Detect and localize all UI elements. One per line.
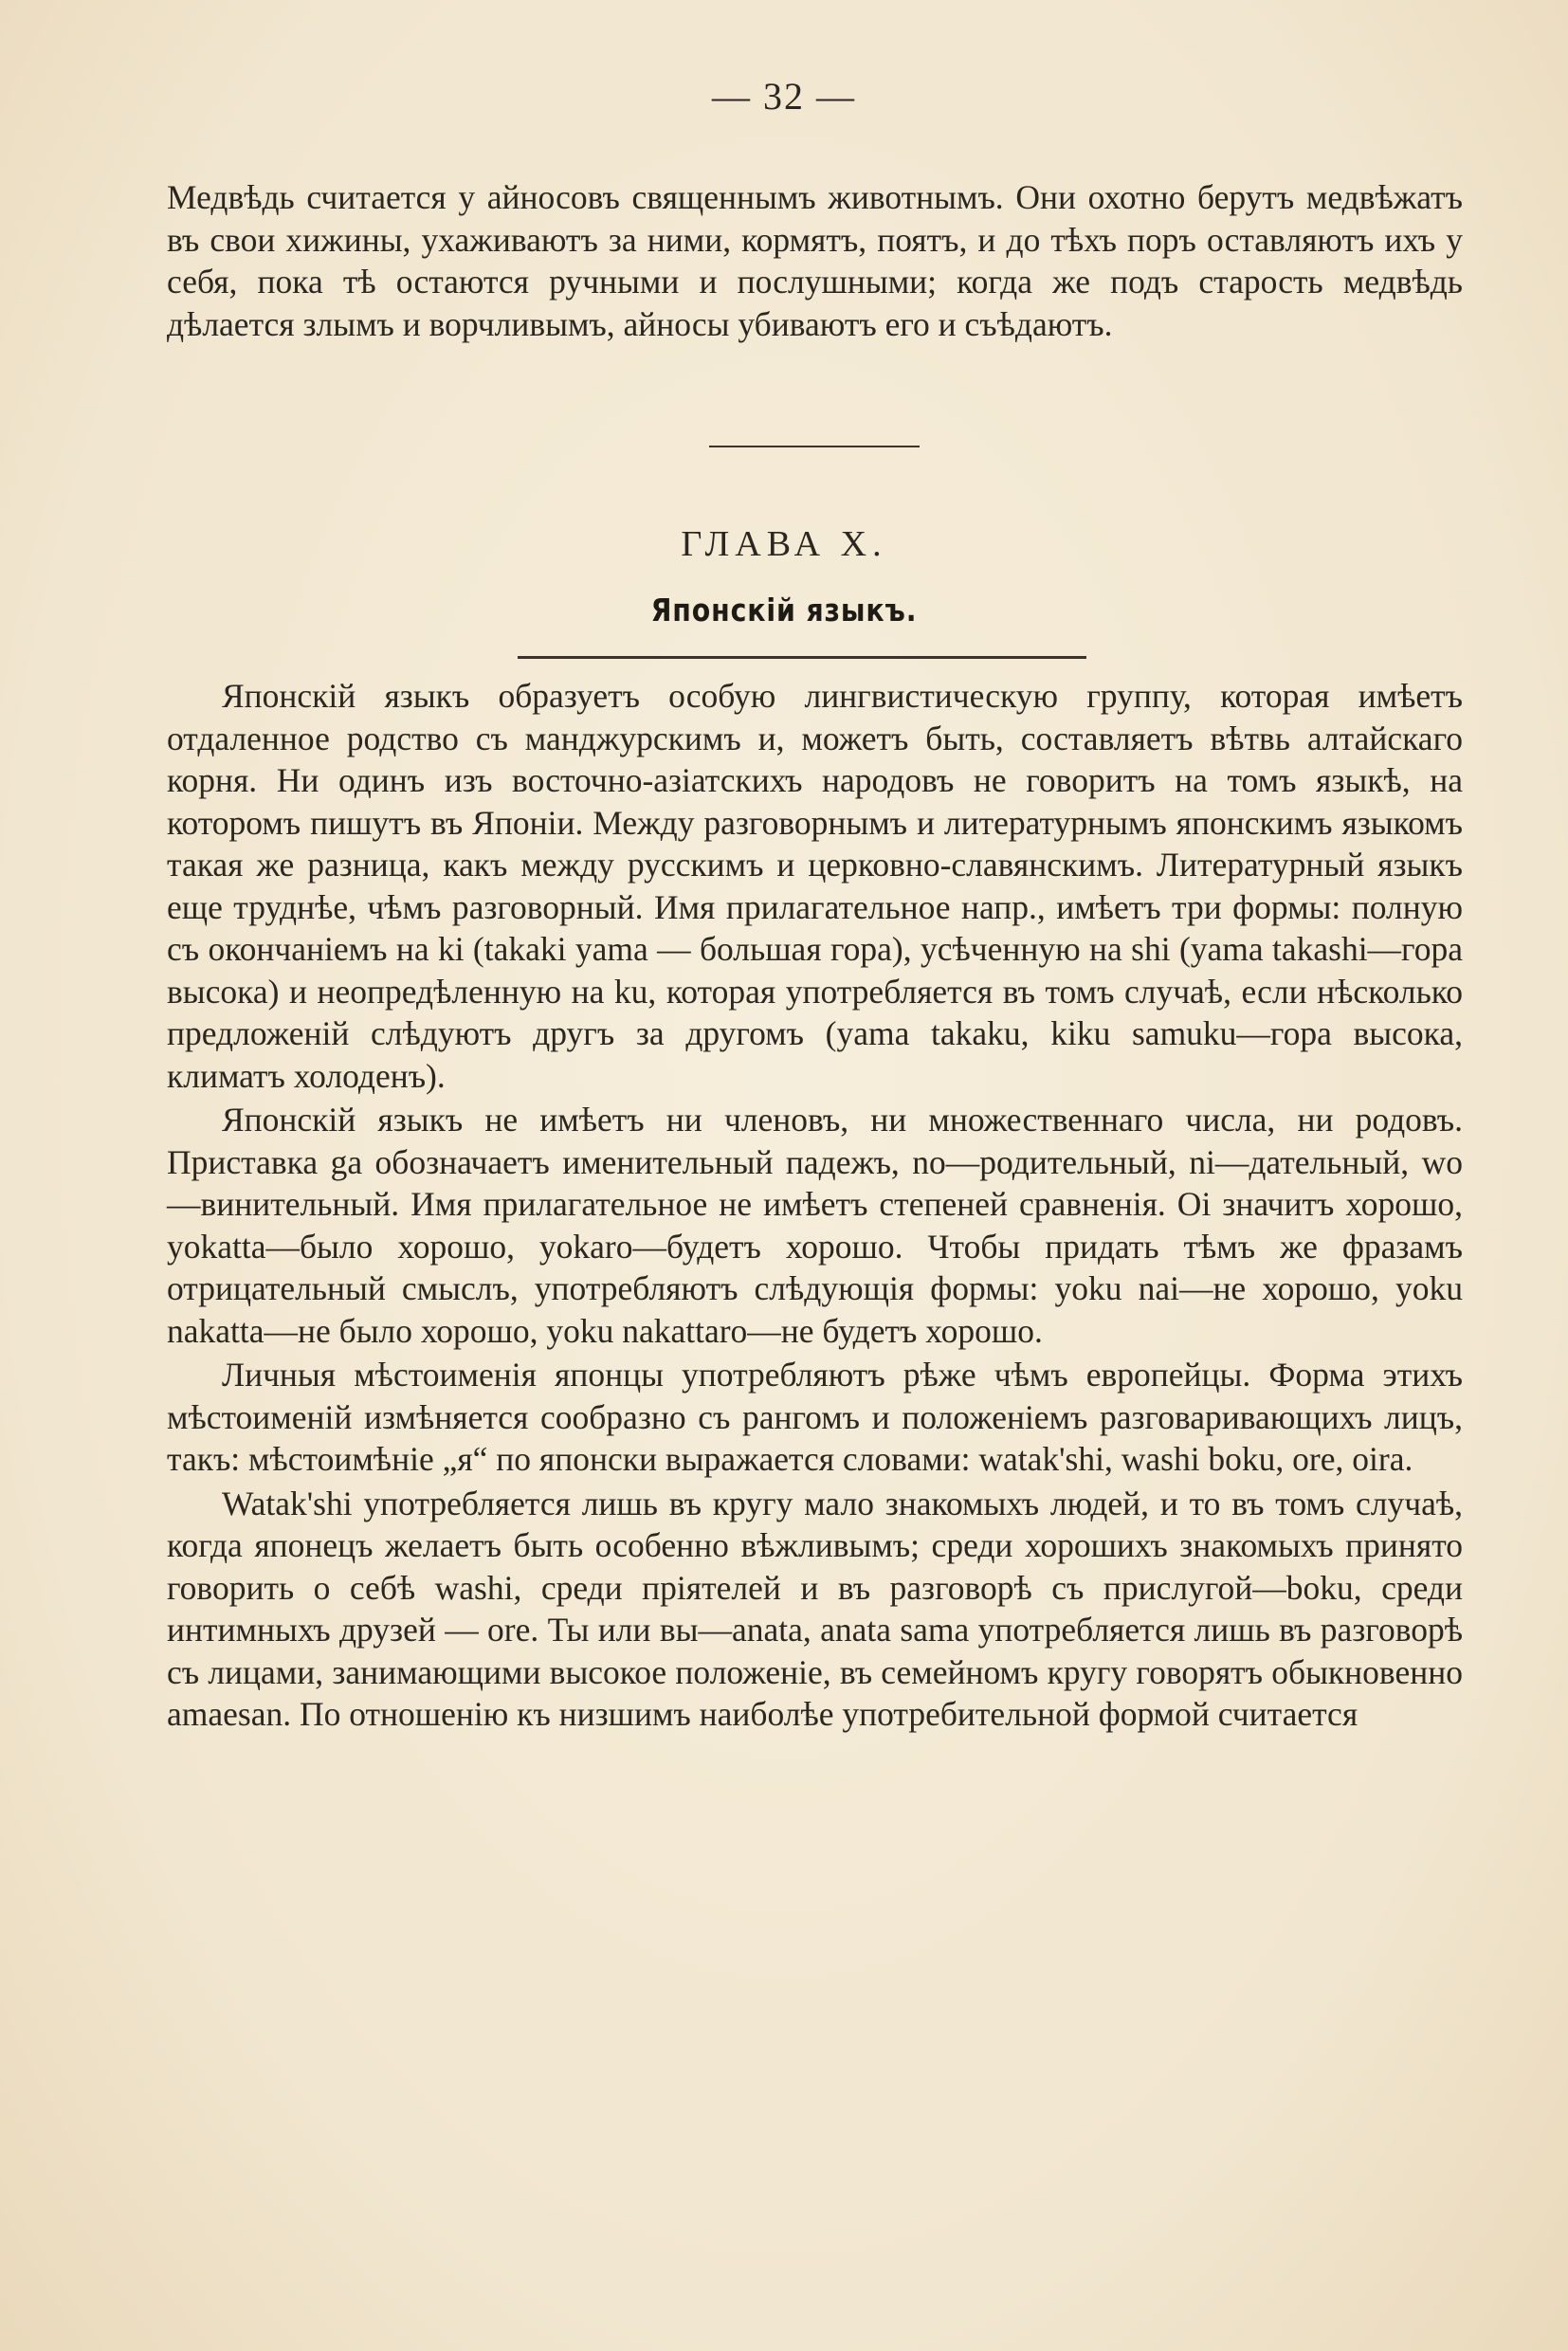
chapter-title: ГЛАВА X. [681,524,887,564]
section-divider [709,446,920,447]
chapter-body [167,675,1463,1736]
body-paragraph: Японскій языкъ не имѣетъ ни членовъ, ни множественнаго числа, ни родовъ. Приставка ga обозначаетъ именительный падежъ, no—родительный, ni—дательный, wo—винительный. Имя прилагательное не имѣетъ степеней сравненія. Oi значитъ хорошо, yokatta—было хорошо, yokaro—будетъ хорошо. Чтобы придать тѣмъ же фразамъ отрицательный смыслъ, употребляютъ слѣдующія формы: yoku nai—не хорошо, yoku nakatta—не было хорошо, yoku nakattaro—не будетъ хорошо. [167,1101,1463,1350]
body-paragraph: Watak'shi употребляется лишь въ кругу мало знакомыхъ людей, и то въ томъ случаѣ, когда японецъ желаетъ быть особенно вѣжливымъ; среди хорошихъ знакомыхъ принято говорить о себѣ washi, среди пріятелей и въ разговорѣ съ прислугой—boku, среди интимныхъ друзей — ore. Ты или вы—anata, anata sama употребляется лишь въ разговорѣ съ лицами, занимающими высокое положеніе, въ семейномъ кругу говорятъ обыкновенно amaesan. По отношенію къ низшимъ наиболѣе употребительной формой считается [167,1484,1463,1733]
subtitle-underline [518,656,1086,659]
intro-section [167,176,1463,345]
body-paragraph: Личныя мѣстоименія японцы употребляютъ рѣже чѣмъ европейцы. Форма этихъ мѣстоименій измѣняется сообразно съ рангомъ и положеніемъ разговаривающихъ лицъ, такъ: мѣстоимѣніе „я“ по японски выражается словами: watak'shi, washi boku, ore, oira. [167,1356,1463,1478]
page-number: — 32 — [712,75,856,118]
body-paragraph: Японскій языкъ образуетъ особую лингвистическую группу, которая имѣетъ отдаленное родство съ манджурскимъ и, можетъ быть, составляетъ вѣтвь алтайскаго корня. Ни одинъ изъ восточно-азіатскихъ народовъ не говоритъ на томъ языкѣ, на которомъ пишутъ въ Японіи. Между разговорнымъ и литературнымъ японскимъ языкомъ такая же разница, какъ между русскимъ и церковно-славянскимъ. Литературный языкъ еще труднѣе, чѣмъ разговорный. Имя прилагательное напр., имѣетъ три формы: полную съ окончаніемъ на ki (takaki yama — большая гора), усѣченную на shi (yama takashi—гора высока) и неопредѣленную на ku, которая употребляется въ томъ случаѣ, если нѣсколько предложеній слѣдуютъ другъ за другомъ (yama takaku, kiku samuku—гора высока, климатъ холоденъ). [167,677,1463,1095]
chapter-subtitle: Японскій языкъ. [650,592,918,629]
intro-paragraph: Медвѣдь считается у айносовъ священнымъ животнымъ. Они охотно берутъ медвѣжатъ въ свои хижины, ухаживаютъ за ними, кормятъ, поятъ, и до тѣхъ поръ оставляютъ ихъ у себя, пока тѣ остаются ручными и послушными; когда же подъ старость медвѣдь дѣлается злымъ и ворчливымъ, айносы убиваютъ его и съѣдаютъ. [167,178,1463,343]
